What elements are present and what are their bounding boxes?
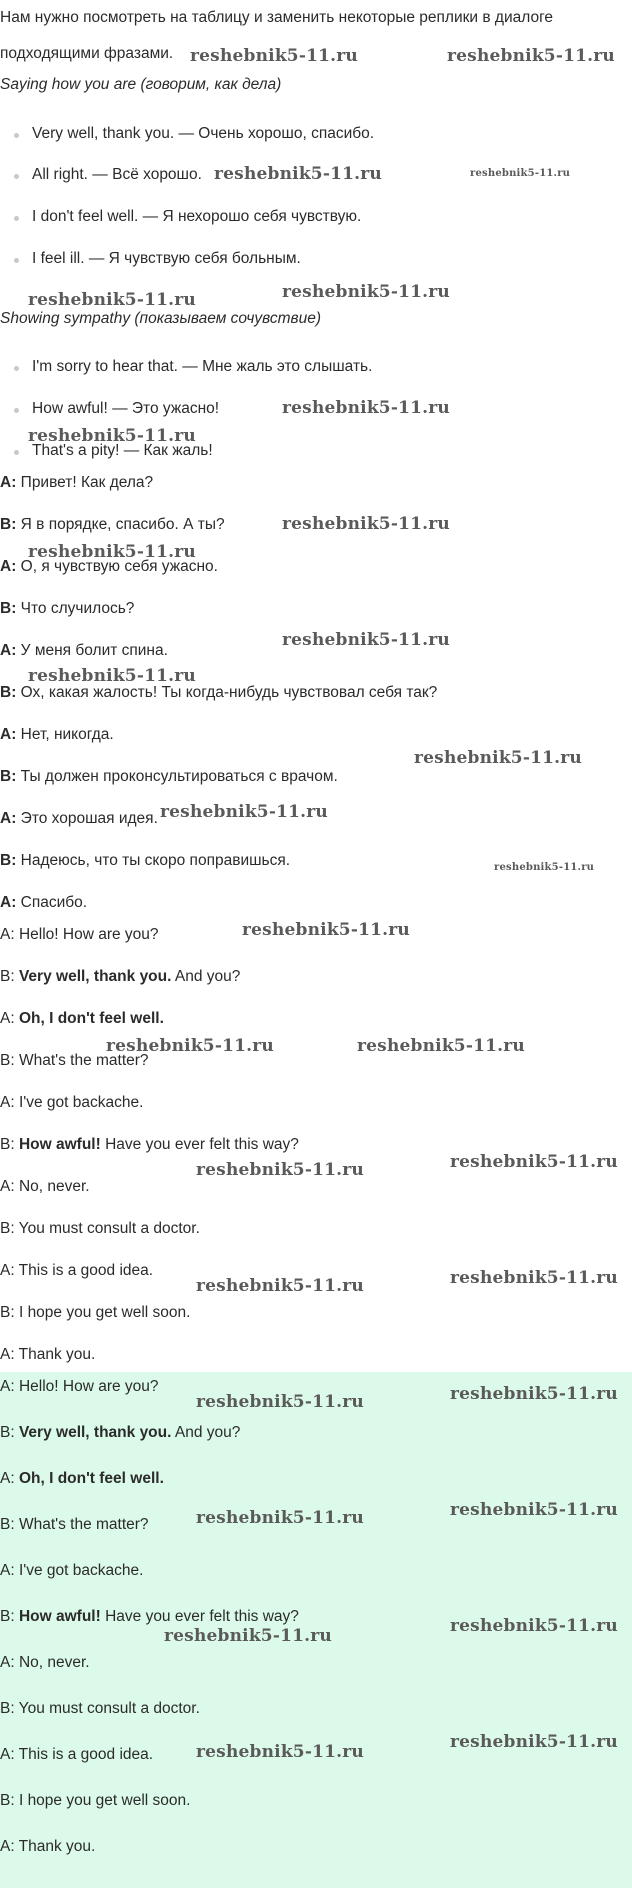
watermark: reshebnik5-11.ru — [196, 1508, 364, 1528]
watermark: reshebnik5-11.ru — [494, 862, 595, 873]
answer-line: A: This is a good idea. — [0, 1746, 154, 1763]
watermark: reshebnik5-11.ru — [450, 1152, 618, 1172]
answer-line: B: Very well, thank you. And you? — [0, 1424, 241, 1441]
watermark: reshebnik5-11.ru — [242, 920, 410, 940]
list-item: All right. — Всё хорошо. — [32, 166, 202, 183]
watermark: reshebnik5-11.ru — [28, 290, 196, 310]
dialog-en-line: B: I hope you get well soon. — [0, 1304, 191, 1321]
watermark: reshebnik5-11.ru — [414, 748, 582, 768]
intro-line-1: Нам нужно посмотреть на таблицу и заменить некоторые реплики в диалоге — [0, 9, 554, 26]
answer-line: B: How awful! Have you ever felt this way? — [0, 1608, 299, 1625]
section-heading-sympathy: Showing sympathy (показываем сочувствие) — [0, 310, 322, 327]
dialog-ru-line: A: У меня болит спина. — [0, 642, 168, 659]
watermark: reshebnik5-11.ru — [450, 1268, 618, 1288]
dialog-ru-line: A: Это хорошая идея. — [0, 810, 158, 827]
watermark: reshebnik5-11.ru — [357, 1036, 525, 1056]
watermark: reshebnik5-11.ru — [470, 168, 571, 179]
dialog-en-line: B: What's the matter? — [0, 1052, 149, 1069]
dialog-ru-line: A: Спасибо. — [0, 894, 88, 911]
intro-line-2: подходящими фразами. — [0, 45, 174, 62]
dialog-ru-line: A: Нет, никогда. — [0, 726, 114, 743]
dialog-en-line: B: Very well, thank you. And you? — [0, 968, 241, 985]
watermark: reshebnik5-11.ru — [282, 630, 450, 650]
dialog-en-line: B: You must consult a doctor. — [0, 1220, 200, 1237]
answer-line: A: I've got backache. — [0, 1562, 144, 1579]
watermark: reshebnik5-11.ru — [160, 802, 328, 822]
watermark: reshebnik5-11.ru — [196, 1276, 364, 1296]
dialog-en-line: B: How awful! Have you ever felt this way? — [0, 1136, 299, 1153]
dialog-ru-line: A: О, я чувствую себя ужасно. — [0, 558, 218, 575]
dialog-ru-line: A: Привет! Как дела? — [0, 474, 154, 491]
watermark: reshebnik5-11.ru — [28, 542, 196, 562]
watermark: reshebnik5-11.ru — [282, 398, 450, 418]
answer-line: A: Hello! How are you? — [0, 1378, 159, 1395]
answer-line: A: Oh, I don't feel well. — [0, 1470, 164, 1487]
watermark: reshebnik5-11.ru — [106, 1036, 274, 1056]
dialog-ru-line: B: Я в порядке, спасибо. А ты? — [0, 516, 225, 533]
dialog-ru-line: B: Ох, какая жалость! Ты когда-нибудь чувствовал себя так? — [0, 684, 438, 701]
watermark: reshebnik5-11.ru — [450, 1500, 618, 1520]
answer-line: A: Thank you. — [0, 1838, 96, 1855]
dialog-en-line: A: I've got backache. — [0, 1094, 144, 1111]
dialog-en-line: A: Thank you. — [0, 1346, 96, 1363]
list-item: That's a pity! — Как жаль! — [32, 442, 213, 459]
answer-line: B: You must consult a doctor. — [0, 1700, 200, 1717]
list-item: I feel ill. — Я чувствую себя больным. — [32, 250, 301, 267]
dialog-en-line: A: Oh, I don't feel well. — [0, 1010, 164, 1027]
watermark: reshebnik5-11.ru — [214, 164, 382, 184]
answer-line: B: I hope you get well soon. — [0, 1792, 191, 1809]
watermark: reshebnik5-11.ru — [196, 1160, 364, 1180]
watermark: reshebnik5-11.ru — [196, 1742, 364, 1762]
dialog-en-line: A: This is a good idea. — [0, 1262, 154, 1279]
watermark: reshebnik5-11.ru — [450, 1732, 618, 1752]
section-heading-how-you-are: Saying how you are (говорим, как дела) — [0, 76, 282, 93]
dialog-en-line: A: No, never. — [0, 1178, 90, 1195]
dialog-ru-line: B: Что случилось? — [0, 600, 135, 617]
list-item: Very well, thank you. — Очень хорошо, спасибо. — [32, 125, 375, 142]
watermark: reshebnik5-11.ru — [447, 46, 615, 66]
watermark: reshebnik5-11.ru — [28, 666, 196, 686]
watermark: reshebnik5-11.ru — [196, 1392, 364, 1412]
answer-line: B: What's the matter? — [0, 1516, 149, 1533]
list-item: I'm sorry to hear that. — Мне жаль это слышать. — [32, 358, 373, 375]
dialog-ru-line: B: Надеюсь, что ты скоро поправишься. — [0, 852, 291, 869]
watermark: reshebnik5-11.ru — [450, 1384, 618, 1404]
watermark: reshebnik5-11.ru — [282, 514, 450, 534]
watermark: reshebnik5-11.ru — [164, 1626, 332, 1646]
dialog-ru-line: B: Ты должен проконсультироваться с врачом. — [0, 768, 338, 785]
answer-line: A: No, never. — [0, 1654, 90, 1671]
list-item: How awful! — Это ужасно! — [32, 400, 220, 417]
list-item: I don't feel well. — Я нехорошо себя чувствую. — [32, 208, 362, 225]
watermark: reshebnik5-11.ru — [190, 46, 358, 66]
dialog-en-line: A: Hello! How are you? — [0, 926, 159, 943]
watermark: reshebnik5-11.ru — [28, 426, 196, 446]
watermark: reshebnik5-11.ru — [282, 282, 450, 302]
watermark: reshebnik5-11.ru — [450, 1616, 618, 1636]
